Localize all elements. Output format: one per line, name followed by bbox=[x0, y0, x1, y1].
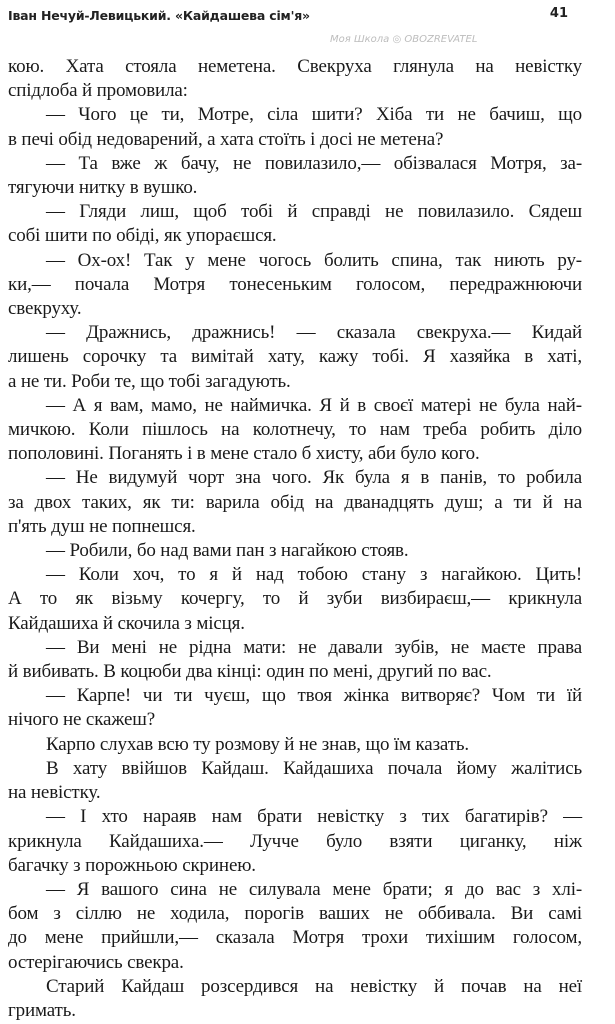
text-line: багачку з порожньою скринею. bbox=[8, 854, 256, 876]
text-line: гримать. bbox=[8, 999, 76, 1021]
text-line: пополовині. Поганять і в мене стало б хисту, аби було кого. bbox=[8, 443, 480, 465]
text-line: тягуючи нитку в вушко. bbox=[8, 177, 198, 199]
text-line: свекруху. bbox=[8, 298, 82, 320]
book-title: Іван Нечуй-Левицький. «Кайдашева сім'я» bbox=[8, 8, 310, 23]
text-line: — Не видумуй чорт зна чого. Як була я в панів, то робила bbox=[46, 467, 582, 489]
text-line: — Карпе! чи ти чуєш, що твоя жінка витворяє? Чом ти їй bbox=[46, 685, 582, 707]
text-line: спідлоба й промовила: bbox=[8, 80, 188, 102]
text-line: п'ять душ не попнешся. bbox=[8, 515, 196, 537]
text-line: Карпо слухав всю ту розмову й не знав, що їм казать. bbox=[46, 733, 469, 755]
watermark-logo-icon: ◎ bbox=[392, 34, 405, 45]
text-line: — Дражнись, дражнись! — сказала свекруха.— Кидай bbox=[46, 322, 582, 344]
text-line: остерігаючись свекра. bbox=[8, 951, 184, 973]
text-line: крикнула Кайдашиха.— Лучче було взяти циганку, ніж bbox=[8, 830, 582, 852]
text-line: — Робили, бо над вами пан з нагайкою стояв. bbox=[46, 540, 409, 562]
text-line: лишень сорочку та вимітай хату, кажу тобі. Я хазяйка в хаті, bbox=[8, 346, 582, 368]
running-header bbox=[8, 6, 576, 26]
text-line: — І хто нараяв нам брати невістку з тих багатирів? — bbox=[46, 806, 582, 828]
text-line: а не ти. Роби те, що тобі загадують. bbox=[8, 370, 291, 392]
text-line: собі шити по обіді, як упораєшся. bbox=[8, 225, 277, 247]
text-line: в печі обід недоварений, а хата стоїть і досі не метена? bbox=[8, 128, 444, 150]
text-line: нічого не скажеш? bbox=[8, 709, 156, 731]
body-text bbox=[8, 55, 582, 1023]
text-line: — А я вам, мамо, не наймичка. Я й в своєї матері не була най- bbox=[46, 394, 582, 416]
watermark bbox=[330, 34, 477, 46]
watermark-brand-2: OBOZREVATEL bbox=[404, 34, 478, 45]
text-line: Кайдашиха й скочила з місця. bbox=[8, 612, 245, 634]
text-line: — Ви мені не рідна мати: не давали зубів, не маєте права bbox=[46, 636, 582, 658]
text-line: — Ох-ох! Так у мене чогось болить спина, так ниють ру- bbox=[46, 249, 582, 271]
text-line: бом з сіллю не ходила, порогів ваших не оббивала. Ви самі bbox=[8, 903, 582, 925]
text-line: — Коли хоч, то я й над тобою стану з нагайкою. Цить! bbox=[46, 564, 582, 586]
text-line: А то як візьму кочергу, то й зуби визбираєш,— крикнула bbox=[8, 588, 582, 610]
text-line: й вибивать. В коцюби два кінці: один по мені, другий по вас. bbox=[8, 661, 492, 683]
text-line: на невістку. bbox=[8, 782, 101, 804]
text-line: — Та вже ж бачу, не повилазило,— обізвалася Мотря, за- bbox=[46, 152, 582, 174]
page-number: 41 bbox=[549, 6, 568, 21]
text-line: кою. Хата стояла неметена. Свекруха глянула на невістку bbox=[8, 56, 582, 77]
text-line: — Гляди лиш, щоб тобі й справді не повилазило. Сядеш bbox=[46, 201, 582, 223]
text-line: Старий Кайдаш розсердився на невістку й почав на неї bbox=[46, 975, 582, 997]
text-line: В хату ввійшов Кайдаш. Кайдашиха почала йому жалітись bbox=[46, 757, 582, 779]
text-line: ки,— почала Мотря тонесеньким голосом, передражнюючи bbox=[8, 273, 582, 295]
watermark-brand-1: Моя Школа bbox=[330, 34, 390, 45]
text-line: мичкою. Коли пішлось на колотнечу, то нам треба робить діло bbox=[8, 419, 582, 441]
text-line: до мене прийшли,— сказала Мотря трохи тихішим голосом, bbox=[8, 927, 582, 949]
text-line: — Я вашого сина не силувала мене брати; я до вас з хлі- bbox=[46, 878, 582, 900]
text-line: — Чого це ти, Мотре, сіла шити? Хіба ти не бачиш, що bbox=[46, 104, 582, 126]
text-line: за двох таких, як ти: варила обід на дванадцять душ; а ти й на bbox=[8, 491, 582, 513]
